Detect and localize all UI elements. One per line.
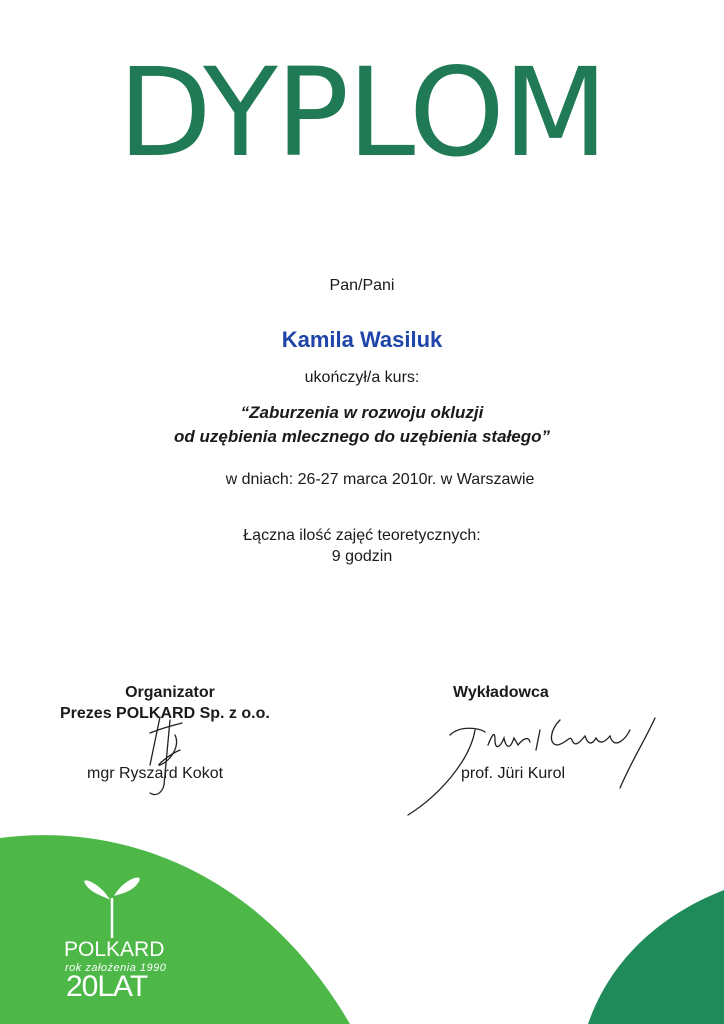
salutation: Pan/Pani bbox=[329, 277, 395, 294]
lecturer-signature bbox=[400, 700, 665, 820]
organizer-signatory: mgr Ryszard Kokot bbox=[87, 765, 224, 782]
logo-founded: rok założenia 1990 bbox=[65, 962, 167, 974]
logo-brand: POLKARD bbox=[64, 938, 165, 961]
organizer-subtitle: Prezes POLKARD Sp. z o.o. bbox=[60, 705, 270, 722]
recipient-name: Kamila Wasiluk bbox=[281, 327, 443, 352]
corner-decoration bbox=[580, 890, 724, 1024]
lecturer-title: Wykładowca bbox=[453, 684, 549, 701]
course-title-line-2: od uzębienia mlecznego do uzębienia stałego” bbox=[174, 427, 550, 446]
completed-label: ukończył/a kurs: bbox=[304, 369, 420, 386]
logo-anniversary: 20LAT bbox=[66, 970, 148, 1003]
hours-label: Łączna ilość zajęć teoretycznych: bbox=[243, 527, 481, 544]
course-title bbox=[0, 401, 724, 449]
hours-value: 9 godzin bbox=[331, 548, 393, 565]
organizer-signature bbox=[120, 705, 210, 800]
diploma-title: DYPLOM bbox=[117, 42, 607, 184]
lecturer-signatory: prof. Jüri Kurol bbox=[461, 765, 566, 782]
logo-background bbox=[0, 830, 350, 1024]
course-title-line-1: “Zaburzenia w rozwoju okluzji bbox=[240, 403, 484, 422]
course-dates: w dniach: 26-27 marca 2010r. w Warszawie bbox=[225, 471, 535, 488]
organizer-title: Organizator bbox=[125, 684, 215, 701]
